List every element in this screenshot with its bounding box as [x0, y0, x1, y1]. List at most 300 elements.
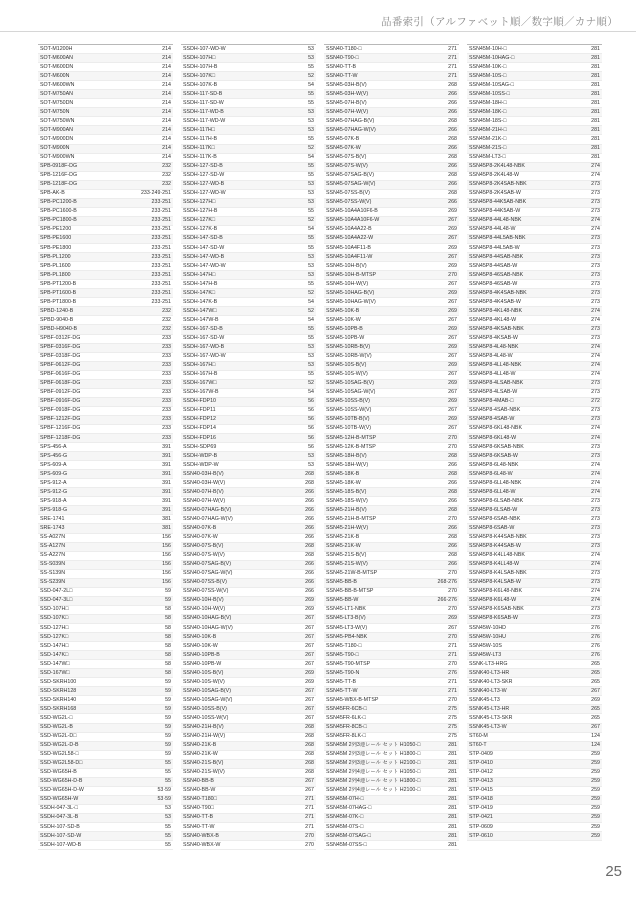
index-row: [467, 687, 602, 696]
page-reference: 265: [591, 678, 600, 685]
product-code: SSN45M-LT3-□: [469, 154, 506, 161]
page-reference: 269: [305, 606, 314, 613]
page-reference: 265: [591, 714, 600, 721]
product-code: SSNK45-LT3-SKR: [469, 714, 513, 721]
product-code: SSN45-10HAG-B(V): [326, 289, 375, 296]
page-reference: 233·251: [151, 199, 171, 206]
product-code: SSN45-T90-□: [326, 651, 359, 658]
index-row: [324, 181, 459, 190]
page-reference: 268: [305, 543, 314, 550]
product-code: SPB-PE1600: [40, 235, 72, 242]
page-reference: 281: [591, 135, 600, 142]
page-reference: 269: [448, 325, 457, 332]
page-reference: 281: [448, 823, 457, 830]
page-reference: 269: [448, 344, 457, 351]
page-reference: 274: [591, 479, 600, 486]
index-row: [38, 642, 173, 651]
index-row: [38, 362, 173, 371]
page-reference: 53: [308, 271, 314, 278]
product-code: SSN45M 2列4連レール セット H2100-□: [326, 787, 421, 794]
index-column-2: [181, 44, 316, 850]
product-code: SPS-456-A: [40, 443, 67, 450]
product-code: SPBF-0312F-DG: [40, 335, 81, 341]
page-reference: 53: [308, 262, 314, 269]
page-reference: 55: [308, 280, 314, 287]
page-reference: 233·251: [151, 244, 171, 251]
page-reference: 53: [308, 54, 314, 61]
page-reference: 391: [162, 443, 171, 450]
index-row: [324, 226, 459, 235]
index-row: [38, 389, 173, 398]
product-code: SSN40-BB-W: [183, 787, 216, 794]
product-code: SSDH-167-WD-B: [183, 344, 225, 351]
page-reference: 214: [162, 81, 171, 88]
page-reference: 58: [165, 606, 171, 613]
page-reference: 281: [448, 805, 457, 812]
product-code: SSDH-117-WD-B: [183, 108, 224, 115]
page-reference: 232: [162, 316, 171, 323]
product-code: SSN45-07SAG-W(V): [326, 181, 376, 188]
product-code: SSDH-107H□: [183, 54, 216, 61]
page-reference: 124: [591, 733, 600, 740]
product-code: SSN45P8-6LSAB-NBK: [469, 497, 524, 504]
product-code: SSN45P8-4KL48-NBK: [469, 307, 522, 314]
index-row: [467, 724, 602, 733]
index-row: [181, 271, 316, 280]
product-code: SSN45P8-K6L48-W: [469, 597, 517, 604]
index-row: [467, 606, 602, 615]
product-code: SSNK45-LT3: [469, 696, 500, 703]
index-row: [181, 624, 316, 633]
index-row: [467, 805, 602, 814]
product-code: SSNK40-LT3-HR: [469, 669, 510, 676]
product-code: STP-0413: [469, 778, 493, 785]
page-reference: 55: [165, 760, 171, 767]
index-row: [324, 425, 459, 434]
product-code: SSN45-18K-W: [326, 479, 361, 486]
product-code: SSD-047-2L□: [40, 588, 73, 595]
product-code: SSD-SKRH128: [40, 687, 77, 694]
page-reference: 266: [448, 145, 457, 152]
index-row: [467, 543, 602, 552]
page-reference: 214: [162, 99, 171, 106]
index-row: [467, 714, 602, 723]
product-code: SSN40-07K-B: [183, 524, 217, 531]
product-code: SOT-M900AN: [40, 126, 73, 133]
index-row: [181, 497, 316, 506]
product-code: SSDH-107-WD-W: [183, 45, 226, 52]
page-reference: 233: [162, 335, 171, 341]
index-row: [181, 190, 316, 199]
product-code: SSDH-117H□: [183, 126, 215, 133]
page-reference: 232: [162, 172, 171, 179]
product-code: SSN40-10HAG-W(V): [183, 624, 233, 631]
index-row: [467, 398, 602, 407]
product-code: SSN45-10PB-W: [326, 335, 365, 341]
product-code: SSN45M-18K-□: [469, 108, 507, 115]
product-code: SPB-PT1600-B: [40, 289, 77, 296]
page-reference: 267: [448, 298, 457, 305]
product-code: SSNK40-LT3-SKR: [469, 678, 513, 685]
product-code: SSN45-21S-B(V): [326, 552, 367, 559]
index-row: [324, 552, 459, 561]
page-reference: 274: [591, 470, 600, 477]
page-reference: 269: [448, 226, 457, 233]
product-code: SSN45-10A4A22-B: [326, 226, 372, 233]
index-row: [38, 714, 173, 723]
page-reference: 266: [448, 181, 457, 188]
page-reference: 233·251: [151, 226, 171, 233]
index-row: [324, 63, 459, 72]
index-row: [38, 669, 173, 678]
page-reference: 156: [162, 552, 171, 559]
product-code: SSN45-07S-W(V): [326, 163, 368, 170]
page-reference: 54: [308, 226, 314, 233]
product-code: SSN45-PB4-NBK: [326, 633, 368, 640]
product-code: SPB-AK-B: [40, 190, 65, 197]
index-row: [324, 325, 459, 334]
index-row: [467, 199, 602, 208]
product-code: SSN45P8-4LL48-NBK: [469, 362, 522, 369]
product-code: STP-0609: [469, 823, 493, 830]
product-code: SSN45P8-4L48-W: [469, 353, 513, 360]
page-reference: 281: [448, 760, 457, 767]
product-code: SSN40-07SS-W(V): [183, 588, 229, 595]
index-row: [181, 669, 316, 678]
index-row: [324, 724, 459, 733]
page-reference: 269: [448, 244, 457, 251]
index-row: [324, 190, 459, 199]
product-code: SPB-PC1200-B: [40, 199, 77, 206]
index-row: [181, 506, 316, 515]
page-reference: 273: [591, 389, 600, 396]
index-row: [324, 705, 459, 714]
page-reference: 273: [591, 506, 600, 513]
index-row: [467, 651, 602, 660]
product-code: SOT-M600WN: [40, 81, 75, 88]
product-code: SSN45M-07HAG-□: [326, 805, 372, 812]
page-reference: 273: [591, 452, 600, 459]
index-row: [324, 588, 459, 597]
index-row: [467, 190, 602, 199]
page-reference: 274: [591, 217, 600, 224]
index-row: [467, 488, 602, 497]
page-reference: 274: [591, 461, 600, 468]
index-row: [324, 135, 459, 144]
page-reference: 269: [448, 208, 457, 215]
product-code: SSD-WG65H-D-B: [40, 778, 83, 785]
page-reference: 273: [591, 524, 600, 531]
page-reference: 59: [165, 742, 171, 749]
page-reference: 269: [305, 678, 314, 685]
product-code: SSDH-147H-B: [183, 280, 218, 287]
index-row: [181, 208, 316, 217]
product-code: SSN45M 2列3連レール セット H1050-□: [326, 742, 421, 749]
page-reference: 59: [165, 714, 171, 721]
page-reference: 273: [591, 289, 600, 296]
page-reference: 269: [448, 307, 457, 314]
index-row: [467, 624, 602, 633]
product-code: SSN40-10S-W(V): [183, 678, 225, 685]
product-code: SSN45P8-6LL48-NBK: [469, 479, 522, 486]
index-row: [38, 724, 173, 733]
index-row: [324, 217, 459, 226]
index-row: [324, 72, 459, 81]
index-row: [38, 45, 173, 54]
product-code: SSN45-10HAG-W(V): [326, 298, 376, 305]
product-code: SSN45M 2列3連レール セット H2100-□: [326, 760, 421, 767]
product-code: SSN40-10S-B(V): [183, 669, 224, 676]
page-reference: 276: [591, 633, 600, 640]
product-code: SSDH-147-WD-W: [183, 262, 226, 269]
product-code: SSN45-LT3-W(V): [326, 624, 368, 631]
index-row: [181, 380, 316, 389]
product-code: SSN45-10SAG-W(V): [326, 389, 376, 396]
product-code: SSN45-10A4A22-W: [326, 235, 374, 242]
product-code: SSN40-T180□: [183, 796, 217, 803]
product-code: SSD-WG2L-D□: [40, 733, 77, 740]
page-reference: 52: [308, 289, 314, 296]
product-code: SSN45-21H-W(V): [326, 524, 369, 531]
index-row: [467, 163, 602, 172]
index-row: [181, 145, 316, 154]
index-row: [324, 497, 459, 506]
product-code: SSD-WG65H-W: [40, 796, 79, 803]
page-reference: 281: [591, 108, 600, 115]
index-row: [467, 561, 602, 570]
product-code: SSD-047-3L□: [40, 597, 73, 604]
page-reference: 274: [591, 344, 600, 351]
page-reference: 273: [591, 253, 600, 260]
index-row: [181, 163, 316, 172]
index-row: [38, 226, 173, 235]
index-row: [324, 289, 459, 298]
product-code: SPB-PL1200: [40, 253, 71, 260]
product-code: SSN40-T90-□: [326, 54, 359, 61]
page-reference: 156: [162, 543, 171, 550]
index-row: [181, 733, 316, 742]
product-code: SOT-M750DN: [40, 99, 74, 106]
index-row: [181, 642, 316, 651]
page-reference: 233·251: [151, 217, 171, 224]
product-code: SSN40-07HAG-B(V): [183, 506, 232, 513]
product-code: SSN45FR-8LK-□: [326, 733, 366, 740]
index-row: [324, 760, 459, 769]
product-code: SPB-PC1600-B: [40, 208, 77, 215]
product-code: SPBD-9040-B: [40, 316, 74, 323]
page-reference: 55: [165, 823, 171, 830]
index-row: [324, 805, 459, 814]
page-reference: 268: [448, 172, 457, 179]
index-row: [38, 344, 173, 353]
index-row: [467, 534, 602, 543]
index-row: [181, 841, 316, 850]
index-row: [181, 217, 316, 226]
index-row: [38, 615, 173, 624]
page-reference: 273: [591, 543, 600, 550]
product-code: SSN45M 2列3連レール セット H1800-□: [326, 751, 421, 758]
page-reference: 266: [448, 126, 457, 133]
index-row: [467, 787, 602, 796]
product-code: SSN40-WBX-B: [183, 832, 219, 839]
index-row: [467, 99, 602, 108]
page-reference: 59: [165, 751, 171, 758]
product-code: SSN40-07SAG-B(V): [183, 561, 231, 568]
page-reference: 391: [162, 461, 171, 468]
page-reference: 233: [162, 398, 171, 405]
index-row: [38, 371, 173, 380]
page-reference: 266: [448, 561, 457, 568]
page-reference: 266: [448, 90, 457, 97]
page-reference: 270: [448, 515, 457, 522]
product-code: SS-A027N: [40, 534, 66, 541]
product-code: SPBF-1218F-DG: [40, 434, 81, 441]
product-index-table: [38, 44, 602, 850]
index-row: [181, 280, 316, 289]
index-row: [467, 126, 602, 135]
index-row: [324, 543, 459, 552]
product-code: SOT-M600N: [40, 72, 70, 79]
index-row: [467, 217, 602, 226]
index-row: [181, 172, 316, 181]
index-row: [324, 54, 459, 63]
index-row: [324, 371, 459, 380]
index-row: [467, 669, 602, 678]
index-row: [181, 660, 316, 669]
page-reference: 273: [591, 262, 600, 269]
index-column-1: [38, 44, 173, 850]
index-row: [324, 45, 459, 54]
index-row: [38, 280, 173, 289]
product-code: SRE-1743: [40, 524, 65, 531]
product-code: SSDH-147-SD-B: [183, 235, 223, 242]
index-row: [324, 561, 459, 570]
page-reference: 233: [162, 371, 171, 378]
product-code: SPB-0918F-DG: [40, 163, 78, 170]
product-code: SSDH-127-SD-W: [183, 172, 225, 179]
product-code: SSN40-10K-B: [183, 633, 217, 640]
page-reference: 268: [448, 117, 457, 124]
index-row: [467, 597, 602, 606]
product-code: SSN45-21S-W(V): [326, 561, 368, 568]
page-reference: 266: [305, 515, 314, 522]
index-row: [181, 335, 316, 344]
product-code: SSN40-10PB-B: [183, 651, 220, 658]
page-reference: 59: [165, 705, 171, 712]
index-row: [181, 687, 316, 696]
index-row: [467, 298, 602, 307]
product-code: SPS-456-G: [40, 452, 68, 459]
index-row: [38, 425, 173, 434]
page-reference: 281: [591, 63, 600, 70]
page-reference: 267: [305, 633, 314, 640]
index-row: [181, 615, 316, 624]
index-row: [324, 344, 459, 353]
page-reference: 265: [591, 660, 600, 667]
index-row: [181, 696, 316, 705]
product-code: SSDH-147K□: [183, 289, 216, 296]
index-row: [181, 235, 316, 244]
index-row: [181, 742, 316, 751]
page-reference: 53: [308, 461, 314, 468]
index-row: [467, 579, 602, 588]
index-row: [38, 588, 173, 597]
index-row: [324, 633, 459, 642]
page-reference: 274: [591, 597, 600, 604]
product-code: SSN45P8-4SAB-NBK: [469, 407, 521, 414]
product-code: SSN45P8-K4LL48-W: [469, 561, 520, 568]
product-code: SSN45P8-4L48-NBK: [469, 344, 519, 351]
index-row: [181, 154, 316, 163]
index-row: [324, 244, 459, 253]
index-row: [467, 416, 602, 425]
product-code: SSDH-147-SD-W: [183, 244, 225, 251]
product-code: SSDH-127H□: [183, 199, 216, 206]
product-code: SPS-918-A: [40, 497, 67, 504]
page-reference: 391: [162, 479, 171, 486]
product-code: SSN45-BB-B: [326, 579, 357, 586]
index-row: [324, 733, 459, 742]
product-code: SSN45P8-44K5AB-W: [469, 208, 521, 215]
page-reference: 266·276: [437, 597, 457, 604]
page-reference: 233: [162, 353, 171, 360]
index-row: [181, 181, 316, 190]
index-row: [181, 434, 316, 443]
page-reference: 268: [448, 135, 457, 142]
page-reference: 273: [591, 497, 600, 504]
page-reference: 271: [448, 63, 457, 70]
product-code: SSN45-18K-B: [326, 470, 360, 477]
index-row: [181, 371, 316, 380]
index-row: [324, 90, 459, 99]
product-code: SSN45P8-6KL48-NBK: [469, 425, 522, 432]
index-row: [324, 126, 459, 135]
product-code: SSN45-12H-B-MTSP: [326, 434, 377, 441]
product-code: SSN45-07H-B(V): [326, 99, 367, 106]
page-reference: 267: [448, 217, 457, 224]
index-row: [324, 335, 459, 344]
index-row: [38, 742, 173, 751]
index-row: [324, 461, 459, 470]
product-code: SOT-M600DN: [40, 63, 74, 70]
index-row: [181, 651, 316, 660]
product-code: SS-A127N: [40, 543, 66, 550]
page-reference: 53: [308, 199, 314, 206]
page-reference: 233·251: [151, 298, 171, 305]
page-reference: 281: [591, 126, 600, 133]
index-row: [181, 570, 316, 579]
index-row: [181, 597, 316, 606]
page-reference: 276: [591, 651, 600, 658]
page-reference: 259: [591, 760, 600, 767]
page-reference: 273: [591, 235, 600, 242]
product-code: SSN45P8-K4LL48-NBK: [469, 552, 525, 559]
page-reference: 271: [305, 805, 314, 812]
index-row: [467, 470, 602, 479]
index-row: [467, 452, 602, 461]
page-reference: 55: [308, 135, 314, 142]
product-code: SSN45M-07K-□: [326, 814, 364, 821]
product-code: SSD-SKRH100: [40, 678, 77, 685]
page-reference: 58: [165, 651, 171, 658]
index-row: [181, 45, 316, 54]
index-row: [324, 108, 459, 117]
index-row: [181, 606, 316, 615]
page-reference: 266: [448, 163, 457, 170]
product-code: SSN40-10HAG-B(V): [183, 615, 232, 622]
index-row: [38, 126, 173, 135]
product-code: SSD-127K□: [40, 633, 69, 640]
